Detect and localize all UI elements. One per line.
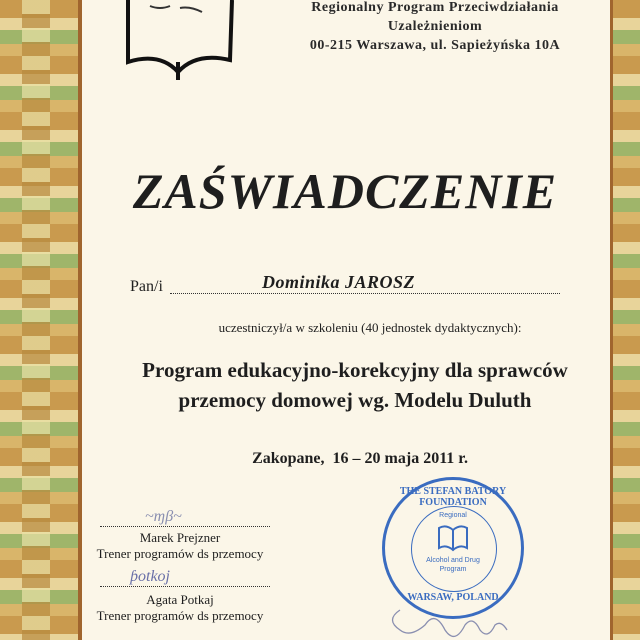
recipient-dotted-line	[170, 293, 560, 294]
signatory-2: Agata Potkaj Trener programów ds przemocy	[96, 592, 264, 623]
stamp-program: Alcohol and Drug Program	[426, 557, 480, 573]
header-line-1: Regionalny Program Przeciwdziałania	[311, 0, 559, 15]
signature-line-1	[100, 526, 270, 527]
participation-text: uczestniczył/a w szkoleniu (40 jednostek dydaktycznych):	[218, 320, 522, 335]
document-title: ZAŚWIADCZENIE	[132, 163, 558, 219]
place-and-date: Zakopane, 16 – 20 maja 2011 r.	[252, 450, 468, 467]
signature-2: ƥotkoj	[130, 568, 170, 585]
foundation-stamp	[382, 477, 524, 619]
book-icon	[437, 524, 469, 552]
signatory-1: Marek Prejzner Trener programów ds przemocy	[96, 530, 264, 561]
header-address: 00-215 Warszawa, ul. Sapieżyńska 10A	[309, 38, 561, 53]
organization-logo	[120, 0, 240, 82]
stamp-regional: Regional	[439, 512, 467, 519]
recipient-label: Pan/i	[130, 278, 163, 295]
recipient-name: Dominika JAROSZ	[262, 272, 416, 292]
stamp-bottom-text: WARSAW, POLAND	[407, 592, 499, 603]
decorative-border-left	[0, 0, 82, 640]
stamp-ring-text: THE STEFAN BATORY FOUNDATION	[399, 486, 507, 508]
director-signature	[380, 600, 530, 640]
signature-1: ~ɱβ~	[145, 508, 182, 525]
decorative-border-right	[610, 0, 640, 640]
program-title-line-2: przemocy domowej wg. Modelu Duluth	[178, 388, 532, 412]
program-title-line-1: Program edukacyjno-korekcyjny dla sprawców	[142, 358, 568, 382]
header-line-2: Uzależnieniom	[387, 19, 483, 34]
signature-line-2	[100, 586, 270, 587]
